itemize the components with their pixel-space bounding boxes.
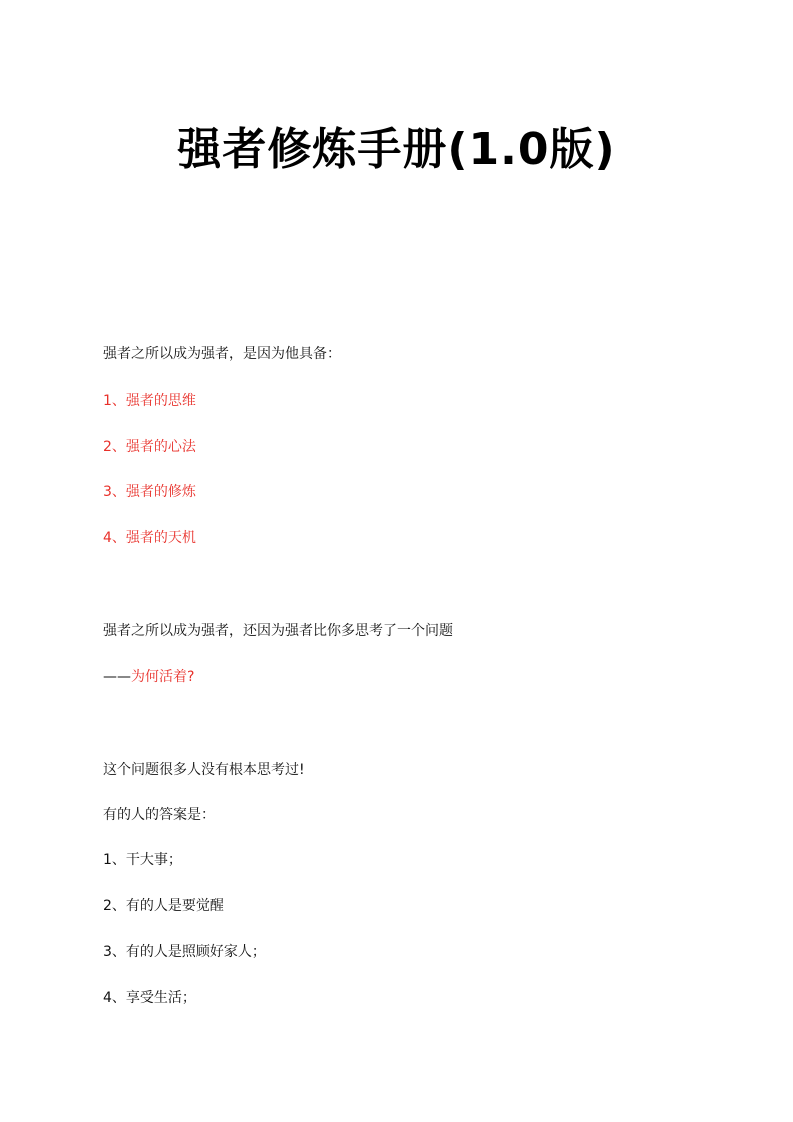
- answers-intro: 有的人的答案是：: [103, 807, 215, 823]
- intro-text: 强者之所以成为强者，是因为他具备：: [103, 346, 341, 362]
- ability-item-2: 2、强者的心法: [103, 439, 196, 455]
- reason-text: 强者之所以成为强者，还因为强者比你多思考了一个问题: [103, 623, 453, 639]
- ability-item-1: 1、强者的思维: [103, 393, 196, 409]
- question-line: [103, 667, 194, 687]
- ability-item-4: 4、强者的天机: [103, 530, 196, 546]
- ability-item-3: 3、强者的修炼: [103, 484, 196, 500]
- page-title: 强者修炼手册(1.0版): [177, 124, 616, 175]
- answer-item-2: 2、有的人是要觉醒: [103, 898, 224, 914]
- question-dash: ——: [103, 669, 131, 685]
- question-text: 为何活着?: [131, 669, 195, 685]
- answer-item-1: 1、干大事；: [103, 852, 182, 868]
- answer-item-4: 4、享受生活；: [103, 990, 196, 1006]
- statement-text: 这个问题很多人没有根本思考过!: [103, 762, 305, 778]
- answer-item-3: 3、有的人是照顾好家人；: [103, 944, 266, 960]
